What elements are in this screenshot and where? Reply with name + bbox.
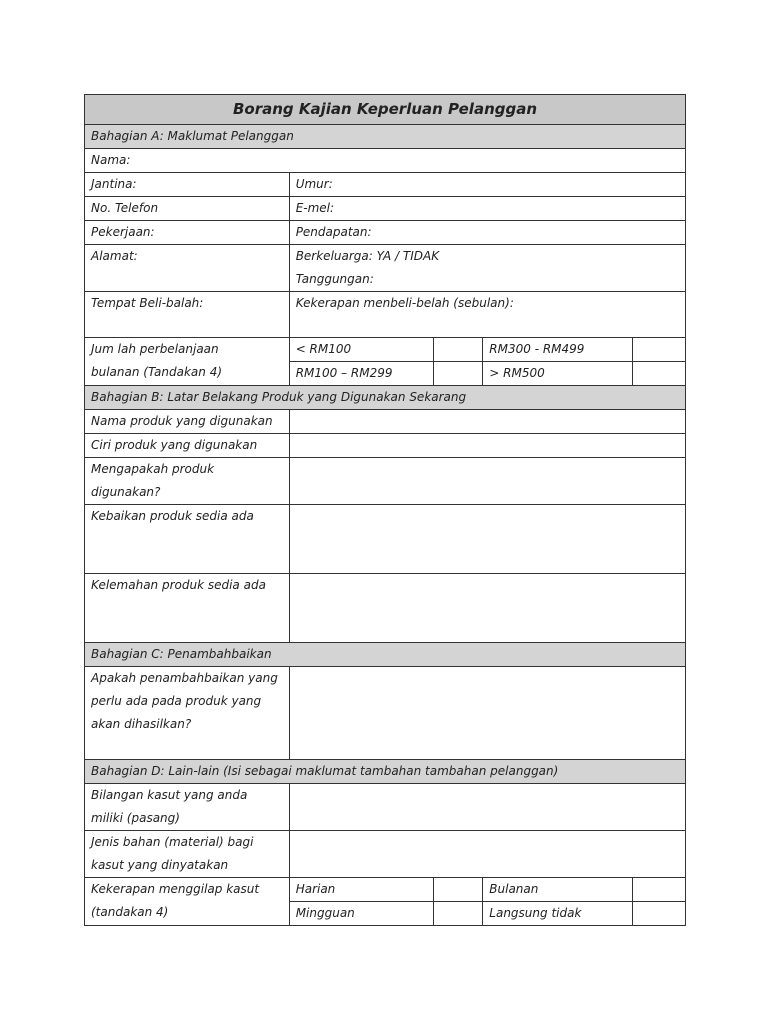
section-c-heading: Bahagian C: Penambahbaikan <box>85 643 686 667</box>
ciri-produk-label: Ciri produk yang digunakan <box>85 434 290 458</box>
section-a-heading: Bahagian A: Maklumat Pelanggan <box>85 125 686 149</box>
kekerapan-gilap-line2: (tandakan 4) <box>91 905 169 919</box>
tanggungan-label: Tanggungan: <box>295 272 374 286</box>
bilangan-kasut-label <box>85 784 290 831</box>
jumlah-line1: Jum lah perbelanjaan <box>91 342 219 356</box>
emel-field[interactable]: E-mel: <box>289 197 685 221</box>
kelemahan-label: Kelemahan produk sedia ada <box>85 574 290 643</box>
section-d-heading: Bahagian D: Lain-lain (Isi sebagai maklumat tambahan tambahan pelanggan) <box>85 760 686 784</box>
jumlah-perbelanjaan-label <box>85 338 290 386</box>
penambahbaikan-label <box>85 667 290 760</box>
nama-field[interactable]: Nama: <box>85 149 686 173</box>
spend-checkbox[interactable] <box>632 362 686 386</box>
nama-produk-input[interactable] <box>289 410 685 434</box>
spend-checkbox[interactable] <box>433 362 482 386</box>
alamat-field[interactable]: Alamat: <box>85 245 290 292</box>
form-title: Borang Kajian Keperluan Pelanggan <box>85 95 686 125</box>
spend-option-label: > RM500 <box>483 362 632 386</box>
mengapakah-line2: digunakan? <box>91 485 161 499</box>
freq-option-label: Mingguan <box>289 902 433 926</box>
jenis-line1: Jenis bahan (material) bagi <box>91 835 254 849</box>
kebaikan-input[interactable] <box>289 505 685 574</box>
spend-checkbox[interactable] <box>433 338 482 362</box>
nama-produk-label: Nama produk yang digunakan <box>85 410 290 434</box>
telefon-field[interactable]: No. Telefon <box>85 197 290 221</box>
berkeluarga-field[interactable] <box>289 245 685 292</box>
freq-option-label: Harian <box>289 878 433 902</box>
spend-checkbox[interactable] <box>632 338 686 362</box>
bilangan-kasut-input[interactable] <box>289 784 685 831</box>
penambahbaikan-line1: Apakah penambahbaikan yang <box>91 671 278 685</box>
mengapakah-label <box>85 458 290 505</box>
mengapakah-line1: Mengapakah produk <box>91 462 215 476</box>
freq-checkbox[interactable] <box>433 878 482 902</box>
jumlah-line2: bulanan (Tandakan 4) <box>91 365 223 379</box>
ciri-produk-input[interactable] <box>289 434 685 458</box>
freq-checkbox[interactable] <box>433 902 482 926</box>
penambahbaikan-input[interactable] <box>289 667 685 760</box>
pekerjaan-field[interactable]: Pekerjaan: <box>85 221 290 245</box>
pendapatan-field[interactable]: Pendapatan: <box>289 221 685 245</box>
spend-option-label: RM100 – RM299 <box>289 362 433 386</box>
freq-option-label: Bulanan <box>483 878 632 902</box>
jenis-bahan-input[interactable] <box>289 831 685 878</box>
spend-option-label: RM300 - RM499 <box>483 338 632 362</box>
freq-option-label: Langsung tidak <box>483 902 632 926</box>
kekerapan-beli-field[interactable]: Kekerapan menbeli-belah (sebulan): <box>289 292 685 338</box>
berkeluarga-label: Berkeluarga: YA / TIDAK <box>295 249 440 263</box>
jenis-bahan-label <box>85 831 290 878</box>
tempat-beli-field[interactable]: Tempat Beli-balah: <box>85 292 290 338</box>
kebaikan-label: Kebaikan produk sedia ada <box>85 505 290 574</box>
penambahbaikan-line2: perlu ada pada produk yang <box>91 694 262 708</box>
jantina-field[interactable]: Jantina: <box>85 173 290 197</box>
penambahbaikan-line3: akan dihasilkan? <box>91 717 192 731</box>
bilangan-line1: Bilangan kasut yang anda <box>91 788 248 802</box>
spend-option-label: < RM100 <box>289 338 433 362</box>
kekerapan-gilap-line1: Kekerapan menggilap kasut <box>91 882 260 896</box>
freq-checkbox[interactable] <box>632 902 686 926</box>
jenis-line2: kasut yang dinyatakan <box>91 858 229 872</box>
survey-form-table <box>84 94 686 926</box>
section-b-heading: Bahagian B: Latar Belakang Produk yang Digunakan Sekarang <box>85 386 686 410</box>
mengapakah-input[interactable] <box>289 458 685 505</box>
kekerapan-gilap-label <box>85 878 290 926</box>
kelemahan-input[interactable] <box>289 574 685 643</box>
freq-checkbox[interactable] <box>632 878 686 902</box>
umur-field[interactable]: Umur: <box>289 173 685 197</box>
bilangan-line2: miliki (pasang) <box>91 811 180 825</box>
